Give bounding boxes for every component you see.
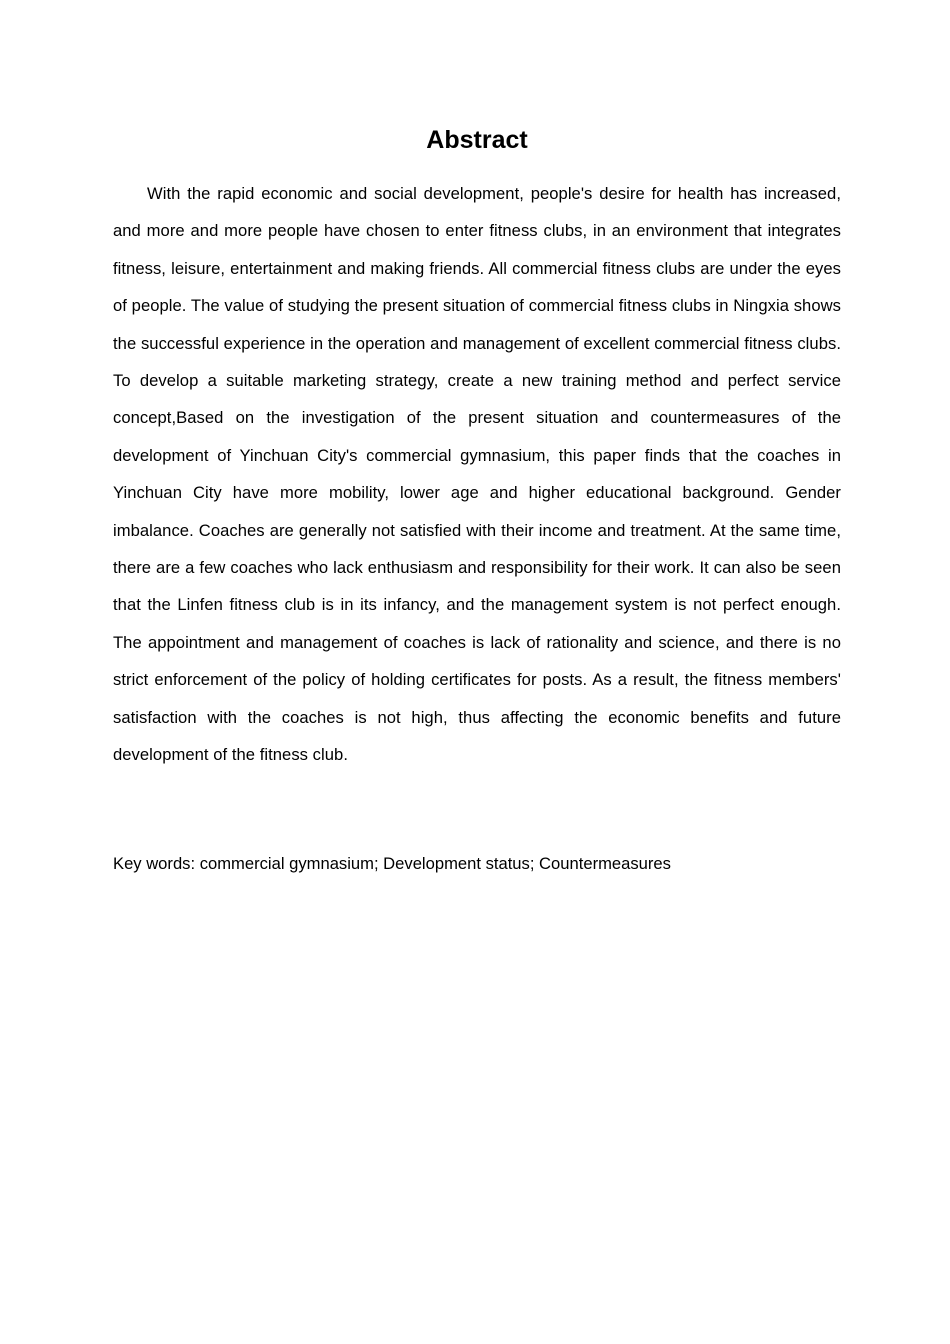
abstract-paragraph: With the rapid economic and social development, people's desire for health has increased, and more and more people have chosen to enter fitness clubs, in an environment that integrates fitness, leisure, entertainment and making friends. All commercial fitness clubs are under the eyes of people. The value of studying the present situation of commercial fitness clubs in Ningxia shows the successful experience in the operation and management of excellent commercial fitness clubs. To develop a suitable marketing strategy, create a new training method and perfect service concept,Based on the investigation of the present situation and countermeasures of the development of Yinchuan City's commercial gymnasium, this paper finds that the coaches in Yinchuan City have more mobility, lower age and higher educational background. Gender imbalance. Coaches are generally not satisfied with their income and treatment. At the same time, there are a few coaches who lack enthusiasm and responsibility for their work. It can also be seen that the Linfen fitness club is in its infancy, and the management system is not perfect enough. The appointment and management of coaches is lack of rationality and science, and there is no strict enforcement of the policy of holding certificates for posts. As a result, the fitness members' satisfaction with the coaches is not high, thus affecting the economic benefits and future development of the fitness club.: [113, 184, 841, 765]
keywords-line: Key words: commercial gymnasium; Development status; Countermeasures: [113, 854, 671, 873]
page-title: Abstract: [426, 126, 528, 154]
